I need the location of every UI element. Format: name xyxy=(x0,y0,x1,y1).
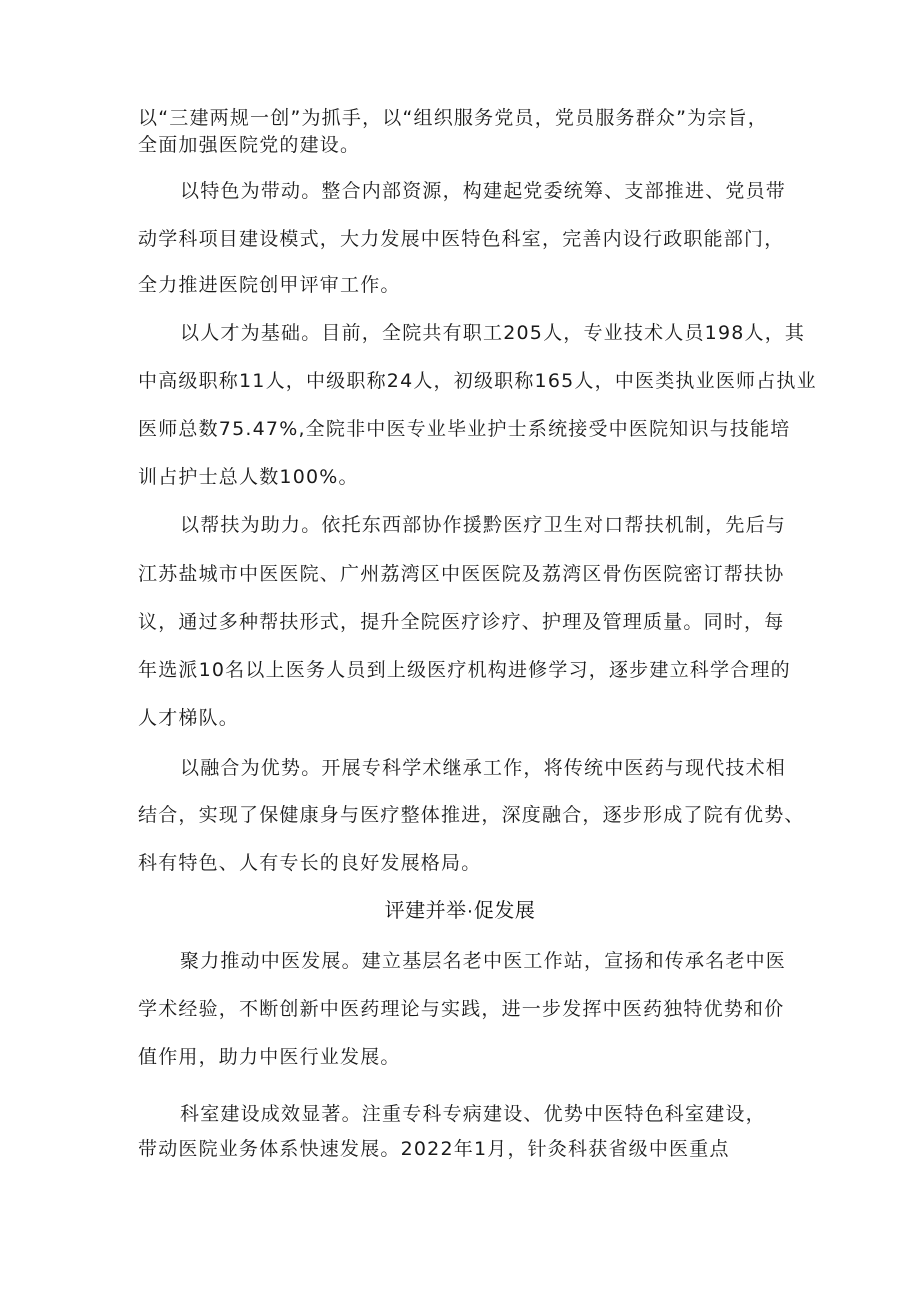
paragraph-line: 全面加强医院党的建设。 xyxy=(138,134,361,156)
paragraph-line: 聚力推动中医发展。建立基层名老中医工作站，宣扬和传承名老中医 xyxy=(180,950,787,972)
paragraph-line: 医师总数75.47%,全院非中医专业毕业护士系统接受中医院知识与技能培 xyxy=(138,418,791,440)
paragraph-line: 值作用，助力中医行业发展。 xyxy=(138,1046,401,1068)
paragraph-line: 人才梯队。 xyxy=(138,707,240,729)
paragraph-line: 以人才为基础。目前，全院共有职工205人，专业技术人员198人，其 xyxy=(180,322,806,344)
paragraph-line: 科有特色、人有专长的良好发展格局。 xyxy=(138,852,482,874)
paragraph-line: 以特色为带动。整合内部资源，构建起党委统筹、支部推进、党员带 xyxy=(180,180,787,202)
paragraph-line: 结合，实现了保健康身与医疗整体推进，深度融合，逐步形成了院有优势、 xyxy=(138,804,805,826)
paragraph-line: 以帮扶为助力。依托东西部协作援黔医疗卫生对口帮扶机制，先后与 xyxy=(180,514,787,536)
paragraph-line: 学术经验，不断创新中医药理论与实践，进一步发挥中医药独特优势和价 xyxy=(138,998,785,1020)
paragraph-line: 议，通过多种帮扶形式，提升全院医疗诊疗、护理及管理质量。同时，每 xyxy=(138,611,785,633)
paragraph-line: 中高级职称11人，中级职称24人，初级职称165人，中医类执业医师占执业 xyxy=(138,370,817,392)
paragraph-line: 江苏盐城市中医医院、广州荔湾区中医医院及荔湾区骨伤医院密订帮扶协 xyxy=(138,563,785,585)
paragraph-line: 以“三建两规一创”为抓手，以“组织服务党员，党员服务群众”为宗旨， xyxy=(138,107,768,129)
paragraph-line: 全力推进医院创甲评审工作。 xyxy=(138,274,401,296)
section-heading: 评建并举·促发展 xyxy=(384,900,536,922)
paragraph-line: 动学科项目建设模式，大力发展中医特色科室，完善内设行政职能部门， xyxy=(138,228,785,250)
paragraph-line: 年选派10名以上医务人员到上级医疗机构进修学习，逐步建立科学合理的 xyxy=(138,659,791,681)
paragraph-line: 以融合为优势。开展专科学术继承工作，将传统中医药与现代技术相 xyxy=(180,757,787,779)
paragraph-line: 带动医院业务体系快速发展。2022年1月，针灸科获省级中医重点 xyxy=(138,1138,730,1160)
paragraph-line: 训占护士总人数100%。 xyxy=(138,466,359,488)
paragraph-line: 科室建设成效显著。注重专科专病建设、优势中医特色科室建设， xyxy=(180,1103,766,1125)
